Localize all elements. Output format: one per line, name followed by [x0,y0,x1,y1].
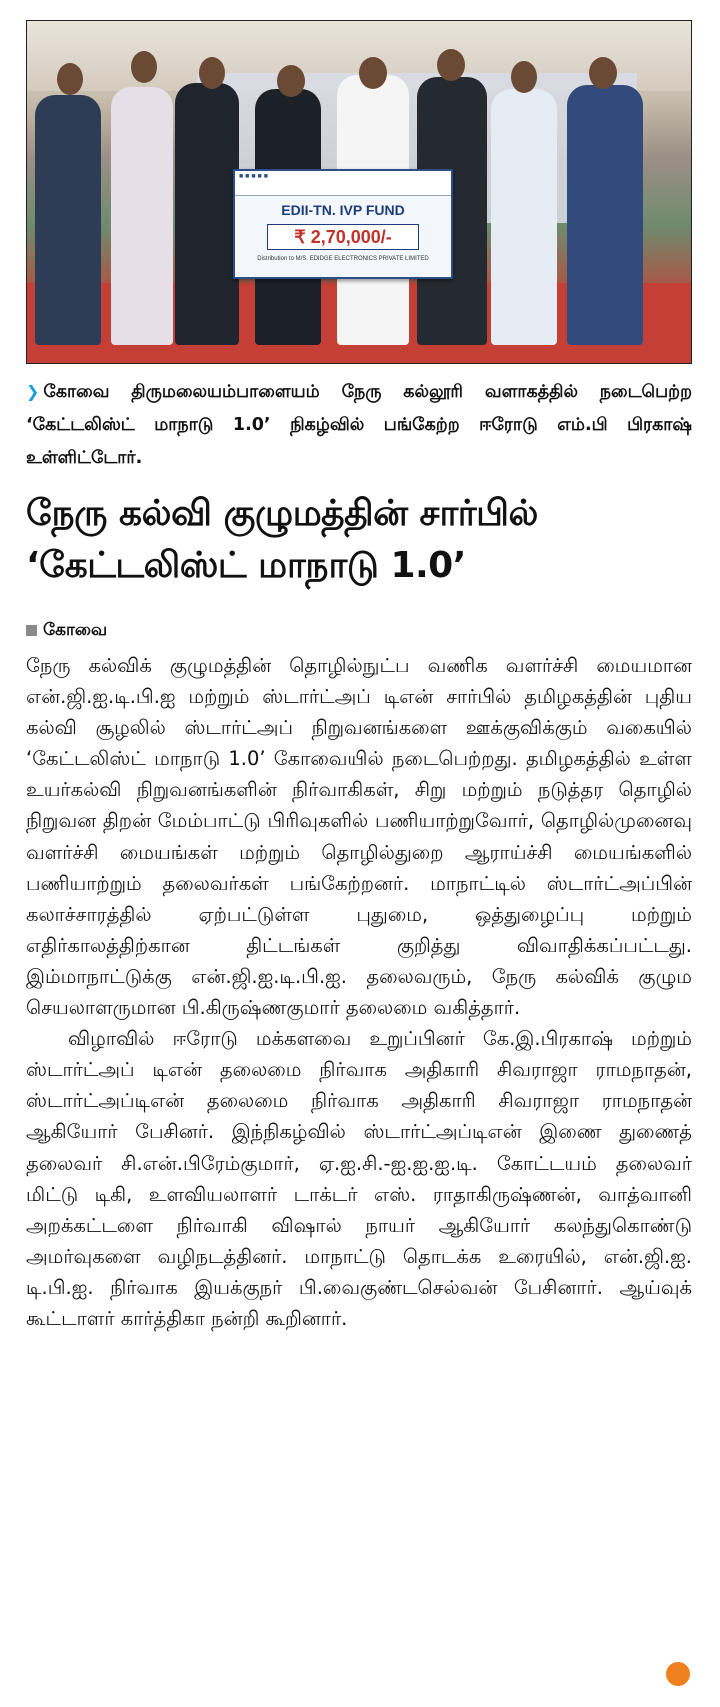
person-3-head [199,57,225,89]
person-3 [175,83,239,345]
photo-caption [26,375,692,475]
person-1 [35,95,101,345]
person-4-head [277,65,305,97]
person-1-head [57,63,83,95]
caption-text: கோவை திருமலையம்பாளையம் நேரு கல்லூரி வளாகத்தில் நடைபெற்ற ‘கேட்டலிஸ்ட் மாநாடு 1.0’ நிகழ்வில் பங்கேற்ற ஈரோடு எம்.பி பிரகாஷ் உள்ளிட்டோர். [26,382,692,468]
cheque-board [233,169,453,279]
person-5-head [359,57,387,89]
dateline [26,620,107,642]
news-photo [26,20,692,364]
person-8-head [589,57,617,89]
cheque-footer: Distribution to M/S. EDIDGE ELECTRONICS PRIVATE LIMITED [257,256,429,262]
article-body [26,650,692,1334]
person-8 [567,85,643,345]
headline-line-2: ‘கேட்டலிஸ்ட் மாநாடு 1.0’ [26,545,466,586]
person-2 [111,87,173,345]
person-6-head [437,49,465,81]
person-7-head [511,61,537,93]
headline-line-1: நேரு கல்வி குழுமத்தின் சார்பில் [26,493,538,534]
person-2-head [131,51,157,83]
cheque-logos: ■ ■ ■ ■ ■ [235,171,451,196]
cheque-title: EDII-TN. IVP FUND [281,202,405,218]
dateline-square-icon [26,625,37,636]
article-paragraph-2: விழாவில் ஈரோடு மக்களவை உறுப்பினர் கே.இ.பிரகாஷ் மற்றும் ஸ்டார்ட்அப் டிஎன் தலைமை நிர்வாக அதிகாரி சிவராஜா ராமநாதன், ஸ்டார்ட்அப்டிஎன் தலைமை நிர்வாக அதிகாரி சிவராஜா ராமநாதன் ஆகியோர் பேசினர். இந்நிகழ்வில் ஸ்டார்ட்அப்டிஎன் இணை துணைத் தலைவர் சி.என்.பிரேம்குமார், ஏ.ஐ.சி.-ஐ.ஐ.ஐ.டி. கோட்டயம் தலைவர் மிட்டு டிகி, உளவியலாளர் டாக்டர் எஸ். ராதாகிருஷ்ணன், வாத்வானி அறக்கட்டளை நிர்வாகி விஷால் நாயர் ஆகியோர் கலந்துகொண்டு அமர்வுகளை வழிநடத்தினர். மாநாட்டு தொடக்க உரையில், என்.ஜி.ஐ. டி.பி.ஐ. நிர்வாக இயக்குநர் பி.வைகுண்டசெல்வன் பேசினார். ஆய்வுக் கூட்டாளர் கார்த்திகா நன்றி கூறினார். [26,1027,692,1330]
caption-marker-icon: ❯ [26,382,40,401]
headline [26,488,696,592]
article-paragraph-1: நேரு கல்விக் குழுமத்தின் தொழில்நுட்ப வணிக வளர்ச்சி மையமான என்.ஜி.ஐ.டி.பி.ஐ மற்றும் ஸ்டார்ட்அப் டிஎன் சார்பில் தமிழகத்தின் புதிய கல்வி சூழலில் ஸ்டார்ட்அப் நிறுவனங்களை ஊக்குவிக்கும் வகையில் ‘கேட்டலிஸ்ட் மாநாடு 1.0’ கோவையில் நடைபெற்றது. தமிழகத்தில் உள்ள உயர்கல்வி நிறுவனங்களின் நிர்வாகிகள், சிறு மற்றும் நடுத்தர தொழில் நிறுவன திறன் மேம்பாட்டு பிரிவுகளில் பணியாற்றுவோர், தொழில்முனைவு வளர்ச்சி மையங்கள் மற்றும் தொழில்துறை ஆராய்ச்சி மையங்களில் பணியாற்றும் தலைவர்கள் பங்கேற்றனர். மாநாட்டில் ஸ்டார்ட்அப்பின் கலாச்சாரத்தில் ஏற்பட்டுள்ள புதுமை, ஒத்துழைப்பு மற்றும் எதிர்காலத்திற்கான திட்டங்கள் குறித்து விவாதிக்கப்பட்டது. இம்மாநாட்டுக்கு என்.ஜி.ஐ.டி.பி.ஐ. தலைவரும், நேரு கல்விக் குழும செயலாளருமான பி.கிருஷ்ணகுமார் தலைமை வகித்தார். [26,654,692,1020]
cheque-amount: ₹ 2,70,000/- [267,224,419,250]
person-7 [491,89,557,345]
dateline-place: கோவை [43,620,108,640]
end-dot-icon [666,1662,690,1686]
